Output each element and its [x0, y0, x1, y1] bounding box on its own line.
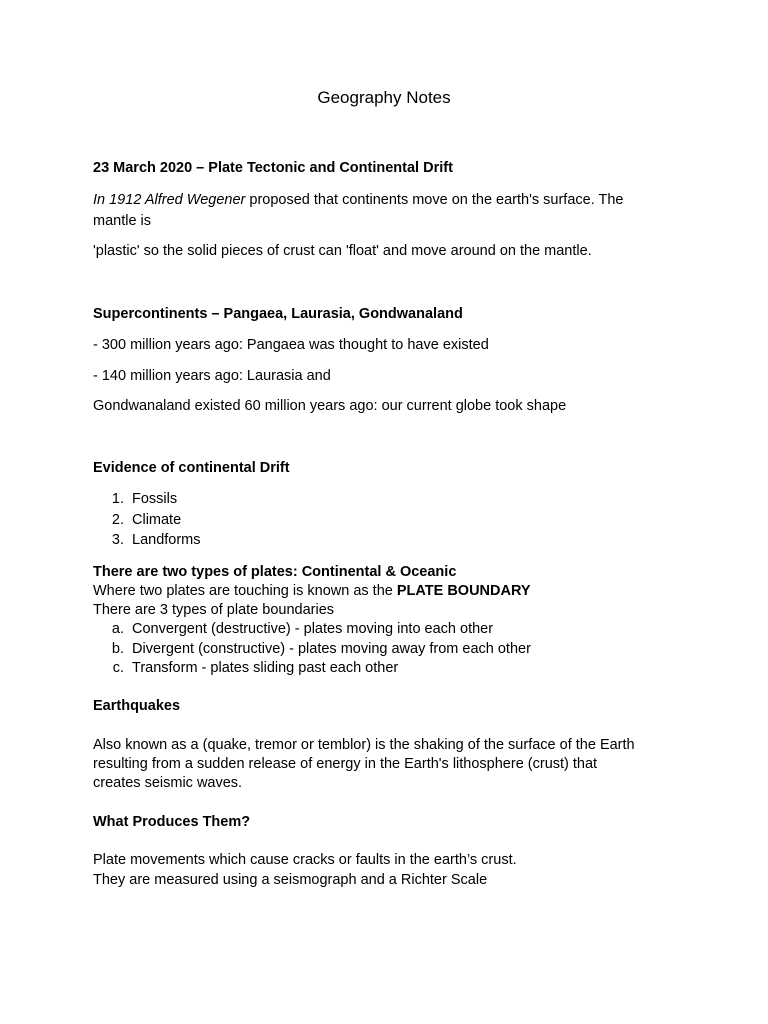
plate-boundary-prefix: Where two plates are touching is known as the [93, 583, 397, 599]
earthquake-line2: resulting from a sudden release of energy in the Earth's lithosphere (crust) that [93, 756, 598, 772]
paragraph-plastic-mantle: 'plastic' so the solid pieces of crust can 'float' and move around on the mantle. [93, 243, 592, 259]
list-item [100, 510, 181, 530]
list-item-text: Landforms [132, 532, 201, 548]
list-marker: c. [112, 660, 124, 676]
list-marker: a. [111, 621, 124, 637]
section-heading-plate-types: There are two types of plates: Continental & Oceanic [93, 564, 457, 580]
list-item-text: Climate [132, 512, 182, 528]
section-heading-earthquakes: Earthquakes [93, 698, 181, 714]
list-item [100, 530, 201, 550]
section-heading-evidence: Evidence of continental Drift [93, 460, 290, 476]
supercontinent-line2: - 140 million years ago: Laurasia and [93, 368, 331, 384]
produces-line2: They are measured using a seismograph and a Richter Scale [93, 872, 488, 888]
paragraph-wegener-line2: mantle is [93, 213, 152, 229]
paragraph-wegener-line1 [93, 190, 623, 210]
section-heading-supercontinents: Supercontinents – Pangaea, Laurasia, Gondwanaland [93, 306, 463, 322]
plate-boundary-line [93, 581, 531, 601]
produces-line1: Plate movements which cause cracks or faults in the earth’s crust. [93, 852, 517, 868]
wegener-rest-text: proposed that continents move on the earth's surface. The [245, 192, 624, 208]
list-marker: b. [111, 641, 124, 657]
wegener-italic-text: In 1912 Alfred Wegener [93, 192, 246, 208]
page-title: Geography Notes [317, 88, 451, 107]
list-item [100, 658, 398, 678]
supercontinent-line3: Gondwanaland existed 60 million years ago: our current globe took shape [93, 398, 567, 414]
earthquake-line3: creates seismic waves. [93, 775, 243, 791]
list-item [100, 489, 177, 509]
list-item-text: Transform - plates sliding past each other [132, 660, 399, 676]
list-item-text: Divergent (constructive) - plates moving away from each other [132, 641, 531, 657]
supercontinent-line1: - 300 million years ago: Pangaea was thought to have existed [93, 337, 489, 353]
plate-boundary-term: PLATE BOUNDARY [396, 583, 531, 599]
list-item [100, 619, 493, 639]
earthquake-line1: Also known as a (quake, tremor or temblor) is the shaking of the surface of the Earth [93, 737, 635, 753]
list-marker: 1. [111, 491, 124, 507]
list-item-text: Fossils [132, 491, 178, 507]
list-marker: 2. [111, 512, 124, 528]
boundary-types-intro: There are 3 types of plate boundaries [93, 602, 335, 618]
list-marker: 3. [111, 532, 124, 548]
section-heading-plate-tectonic: 23 March 2020 – Plate Tectonic and Continental Drift [93, 160, 453, 176]
list-item-text: Convergent (destructive) - plates moving into each other [132, 621, 494, 637]
list-item [100, 639, 531, 659]
section-heading-what-produces: What Produces Them? [93, 814, 251, 830]
